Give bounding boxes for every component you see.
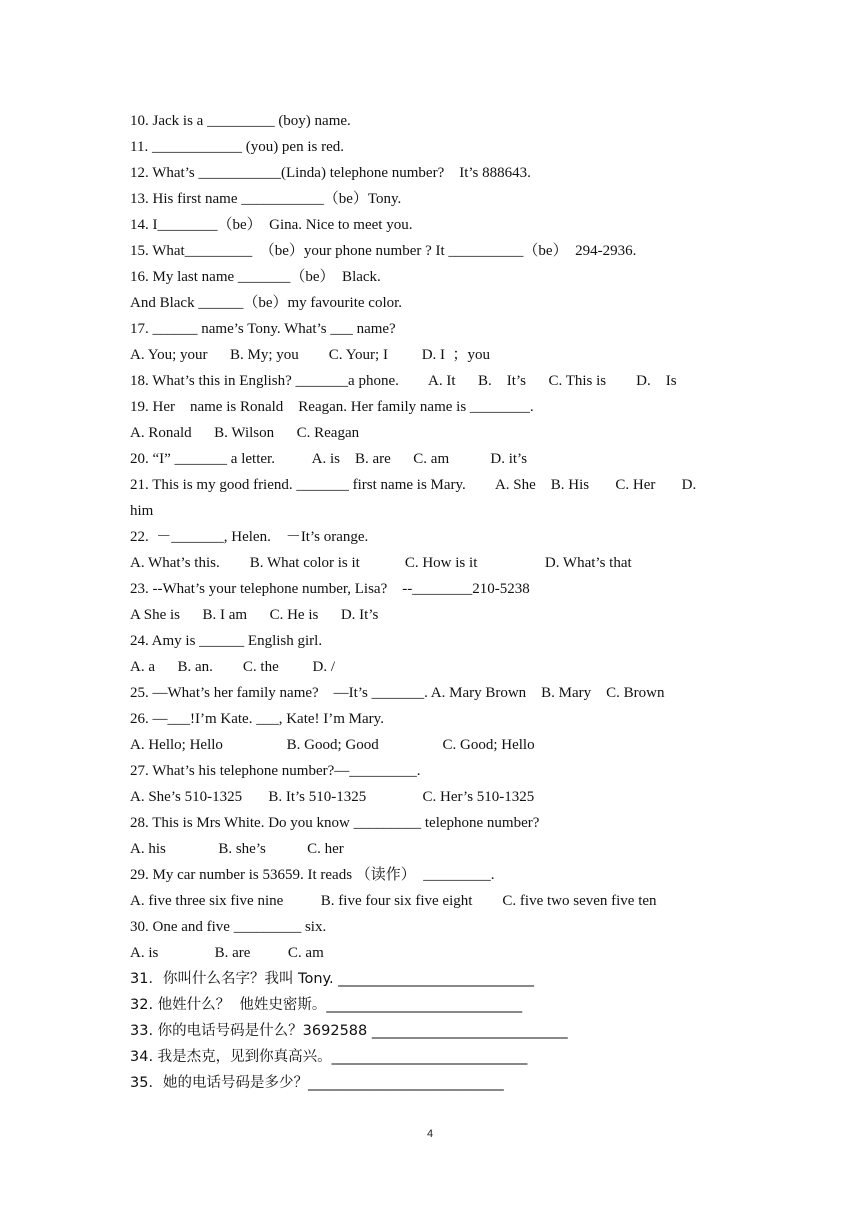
exercise-line: 26. —___!I’m Kate. ___, Kate! I’m Mary. [130,711,384,727]
exercise-line: 24. Amy is ______ English girl. [130,633,323,649]
exercise-line: 14. I________（be） Gina. Nice to meet you. [130,217,413,233]
answer-options: A She is B. I am C. He is D. It’s [130,607,379,623]
exercise-line: 19. Her name is Ronald Reagan. Her family name is ________. [130,399,534,415]
exercise-line: 10. Jack is a _________ (boy) name. [130,113,351,129]
translation-line: 33. 你的电话号码是什么？3692588 ___________________________ [130,1023,568,1039]
answer-options: A. his B. she’s C. her [130,841,344,857]
exercise-line: 13. His first name ___________（be）Tony. [130,191,402,207]
exercise-line: 12. What’s ___________(Linda) telephone number? It’s 888643. [130,165,531,181]
page-number: 4 [426,1128,434,1140]
answer-options: A. is B. are C. am [130,945,324,961]
exercise-line: 30. One and five _________ six. [130,919,327,935]
exercise-line: 15. What_________ （be）your phone number ? It __________（be） 294-2936. [130,243,637,259]
answer-options: A. You; your B. My; you C. Your; I D. I ；you [130,347,491,363]
answer-options: A. Ronald B. Wilson C. Reagan [130,425,360,441]
answer-options: A. Hello; Hello B. Good; Good C. Good; Hello [130,737,535,753]
exercise-line: 29. My car number is 53659. It reads （读作） _________. [130,867,495,883]
exercise-line: 16. My last name _______（be） Black. [130,269,381,285]
exercise-line: 11. ____________ (you) pen is red. [130,139,344,155]
answer-options: A. a B. an. C. the D. / [130,659,335,675]
exercise-line: 22. －_______, Helen. －It’s orange. [130,529,369,545]
translation-line: 32. 他姓什么？ 他姓史密斯。___________________________ [130,997,523,1013]
exercise-line: 17. ______ name’s Tony. What’s ___ name? [130,321,396,337]
translation-line: 35．她的电话号码是多少？___________________________ [130,1075,504,1091]
exercise-line: him [130,503,154,519]
worksheet-page [130,108,800,1096]
translation-line: 34. 我是杰克，见到你真高兴。___________________________ [130,1049,528,1065]
answer-options: A. What’s this. B. What color is it C. How is it D. What’s that [130,555,632,571]
exercise-line: 25. —What’s her family name? —It’s _______. A. Mary Brown B. Mary C. Brown [130,685,665,701]
translation-line: 31．你叫什么名字？我叫 Tony. ___________________________ [130,971,534,987]
answer-options: A. She’s 510-1325 B. It’s 510-1325 C. Her’s 510-1325 [130,789,535,805]
exercise-line: 21. This is my good friend. _______ first name is Mary. A. She B. His C. Her D. [130,477,697,493]
exercise-line: 27. What’s his telephone number?—_________. [130,763,421,779]
exercise-line: 28. This is Mrs White. Do you know _________ telephone number? [130,815,540,831]
exercise-line: And Black ______（be）my favourite color. [130,295,403,311]
exercise-line: 18. What’s this in English? _______a phone. A. It B. It’s C. This is D. Is [130,373,677,389]
answer-options: A. five three six five nine B. five four six five eight C. five two seven five ten [130,893,657,909]
exercise-line: 23. --What’s your telephone number, Lisa? --________210-5238 [130,581,530,597]
exercise-line: 20. “I” _______ a letter. A. is B. are C. am D. it’s [130,451,528,467]
